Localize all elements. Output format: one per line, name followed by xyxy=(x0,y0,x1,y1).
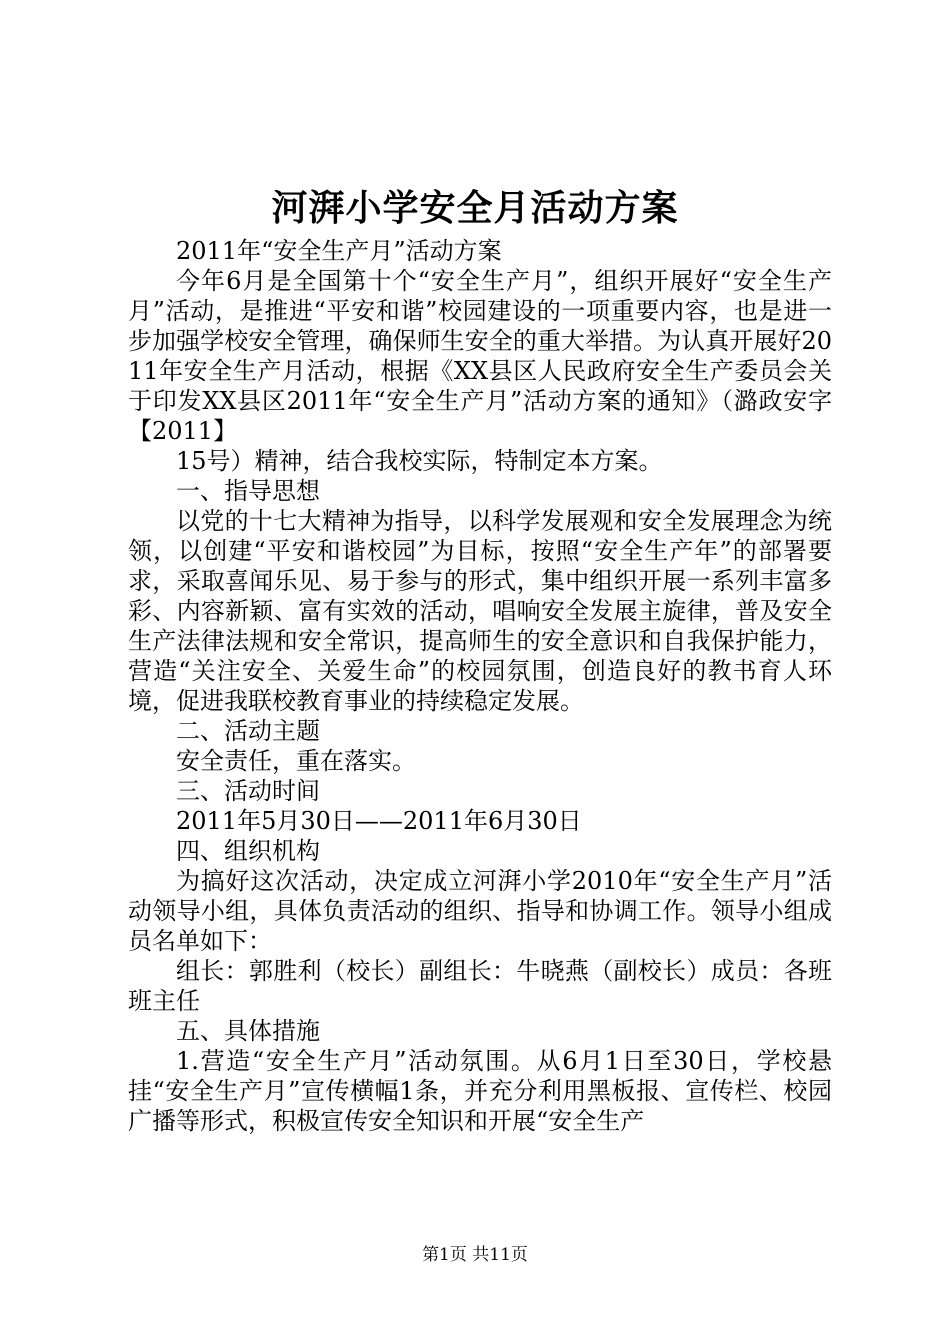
paragraph-activity-theme: 安全责任，重在落实。 xyxy=(176,747,416,775)
paragraph-members: 组长：郭胜利（校长）副组长：牛晓燕（副校长）成员：各班班主任 xyxy=(128,957,832,1015)
heading-organization: 四、组织机构 xyxy=(176,837,320,865)
paragraph-intro-continued: 15号）精神，结合我校实际，特制定本方案。 xyxy=(176,447,663,475)
paragraph-guiding-ideology: 以党的十七大精神为指导，以科学发展观和安全发展理念为统领，以创建“平安和谐校园”为目标，按照“安全生产年”的部署要求，采取喜闻乐见、易于参与的形式，集中组织开展一系列丰富多彩、内容新颖、富有实效的活动，唱响安全发展主旋律，普及安全生产法律法规和安全常识，提高师生的安全意识和自我保护能力，营造“关注安全、关爱生命”的校园氛围，创造良好的教书育人环境，促进我联校教育事业的持续稳定发展。 xyxy=(128,507,832,715)
paragraph-measure-1: 1.营造“安全生产月”活动氛围。从6月1日至30日，学校悬挂“安全生产月”宣传横幅1条，并充分利用黑板报、宣传栏、校园广播等形式，积极宣传安全知识和开展“安全生产 xyxy=(128,1047,832,1135)
heading-activity-time: 三、活动时间 xyxy=(176,777,320,805)
document-title: 河湃小学安全月活动方案 xyxy=(271,187,679,229)
document-body xyxy=(128,236,832,1136)
paragraph-organization: 为搞好这次活动，决定成立河湃小学2010年“安全生产月”活动领导小组，具体负责活动的组织、指导和协调工作。领导小组成员名单如下： xyxy=(128,867,832,955)
heading-measures: 五、具体措施 xyxy=(176,1017,320,1045)
page-number-footer: 第1页 共11页 xyxy=(422,1245,528,1265)
paragraph-activity-time: 2011年5月30日——2011年6月30日 xyxy=(176,807,582,835)
heading-activity-theme: 二、活动主题 xyxy=(176,717,320,745)
paragraph-intro: 今年6月是全国第十个“安全生产月”，组织开展好“安全生产月”活动，是推进“平安和谐”校园建设的一项重要内容，也是进一步加强学校安全管理，确保师生安全的重大举措。为认真开展好2011年安全生产月活动，根据《XX县区人民政府安全生产委员会关于印发XX县区2011年“安全生产月”活动方案的通知》（潞政安字【2011】 xyxy=(128,267,832,445)
paragraph-subtitle: 2011年“安全生产月”活动方案 xyxy=(176,237,502,265)
heading-guiding-ideology: 一、指导思想 xyxy=(176,477,320,505)
